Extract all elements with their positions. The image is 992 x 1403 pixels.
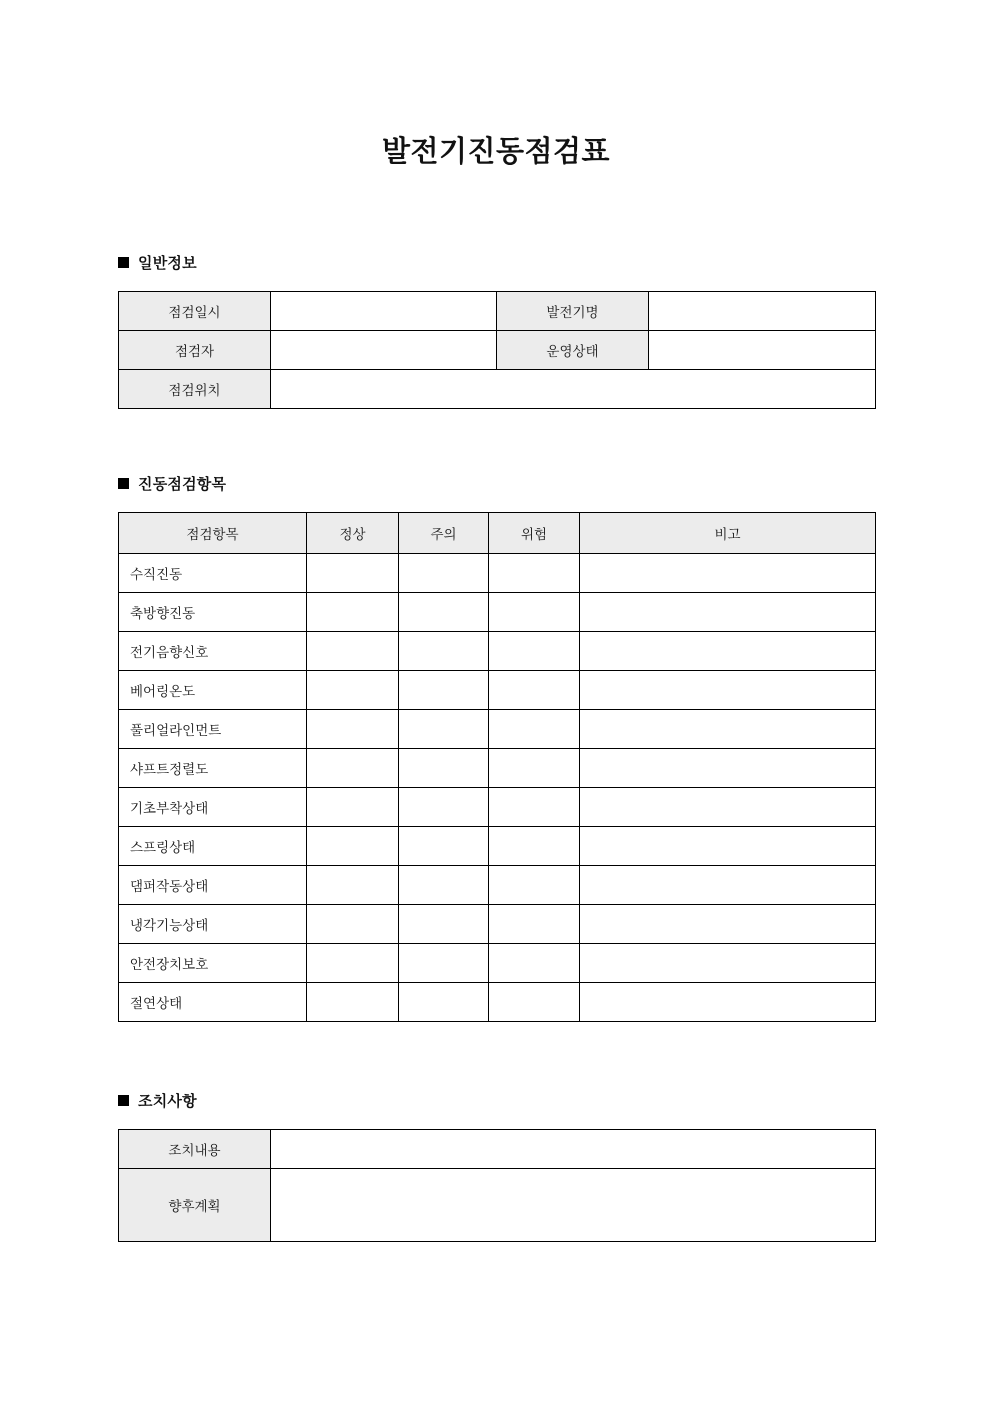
square-bullet-icon xyxy=(118,257,129,268)
table-row xyxy=(119,865,876,904)
table-row xyxy=(119,709,876,748)
section-heading-actions xyxy=(118,1090,875,1111)
table-row xyxy=(119,748,876,787)
remarks-cell[interactable] xyxy=(580,670,876,709)
checkbox-cell-caution[interactable] xyxy=(399,631,489,670)
label-inspection-location: 점검위치 xyxy=(119,369,271,408)
column-header-normal: 정상 xyxy=(307,512,399,553)
checkbox-cell-normal[interactable] xyxy=(307,709,399,748)
section-general-information xyxy=(118,252,875,409)
label-action-details: 조치내용 xyxy=(119,1129,271,1168)
inspection-item-label: 수직진동 xyxy=(119,553,307,592)
remarks-cell[interactable] xyxy=(580,904,876,943)
checkbox-cell-normal[interactable] xyxy=(307,631,399,670)
section-heading-inspection xyxy=(118,473,875,494)
checkbox-cell-caution[interactable] xyxy=(399,553,489,592)
checkbox-cell-normal[interactable] xyxy=(307,553,399,592)
checkbox-cell-caution[interactable] xyxy=(399,709,489,748)
inspection-item-label: 전기음향신호 xyxy=(119,631,307,670)
inspection-item-label: 냉각기능상태 xyxy=(119,904,307,943)
inspection-item-label: 풀리얼라인먼트 xyxy=(119,709,307,748)
checkbox-cell-danger[interactable] xyxy=(489,904,580,943)
section-action-items xyxy=(118,1090,875,1242)
section-heading-actions-label: 조치사항 xyxy=(138,1092,197,1110)
remarks-cell[interactable] xyxy=(580,631,876,670)
table-row xyxy=(119,553,876,592)
checkbox-cell-danger[interactable] xyxy=(489,943,580,982)
checkbox-cell-danger[interactable] xyxy=(489,709,580,748)
inspection-item-label: 절연상태 xyxy=(119,982,307,1021)
table-row xyxy=(119,291,876,330)
label-operating-status: 운영상태 xyxy=(497,330,649,369)
checkbox-cell-normal[interactable] xyxy=(307,904,399,943)
inspection-item-label: 댐퍼작동상태 xyxy=(119,865,307,904)
remarks-cell[interactable] xyxy=(580,865,876,904)
table-row xyxy=(119,904,876,943)
checkbox-cell-danger[interactable] xyxy=(489,787,580,826)
table-row xyxy=(119,1129,876,1168)
section-heading-general-label: 일반정보 xyxy=(138,254,197,272)
inspection-item-label: 기초부착상태 xyxy=(119,787,307,826)
table-row xyxy=(119,631,876,670)
remarks-cell[interactable] xyxy=(580,787,876,826)
section-heading-inspection-label: 진동점검항목 xyxy=(138,475,227,493)
checkbox-cell-caution[interactable] xyxy=(399,982,489,1021)
square-bullet-icon xyxy=(118,478,129,489)
field-inspector[interactable] xyxy=(271,330,497,369)
table-row xyxy=(119,982,876,1021)
checkbox-cell-normal[interactable] xyxy=(307,787,399,826)
table-row xyxy=(119,592,876,631)
table-row xyxy=(119,330,876,369)
column-header-caution: 주의 xyxy=(399,512,489,553)
page-title: 발전기진동점검표 xyxy=(381,136,611,168)
checkbox-cell-normal[interactable] xyxy=(307,826,399,865)
inspection-item-label: 스프링상태 xyxy=(119,826,307,865)
column-header-remarks: 비고 xyxy=(580,512,876,553)
table-row xyxy=(119,1168,876,1241)
label-generator-name: 발전기명 xyxy=(497,291,649,330)
remarks-cell[interactable] xyxy=(580,826,876,865)
table-row xyxy=(119,787,876,826)
checkbox-cell-caution[interactable] xyxy=(399,787,489,826)
remarks-cell[interactable] xyxy=(580,748,876,787)
checkbox-cell-caution[interactable] xyxy=(399,826,489,865)
remarks-cell[interactable] xyxy=(580,592,876,631)
field-generator-name[interactable] xyxy=(649,291,876,330)
checkbox-cell-danger[interactable] xyxy=(489,982,580,1021)
inspection-item-label: 축방향진동 xyxy=(119,592,307,631)
inspection-item-label: 샤프트정렬도 xyxy=(119,748,307,787)
remarks-cell[interactable] xyxy=(580,943,876,982)
checkbox-cell-danger[interactable] xyxy=(489,631,580,670)
checkbox-cell-normal[interactable] xyxy=(307,670,399,709)
checkbox-cell-caution[interactable] xyxy=(399,748,489,787)
label-inspector: 점검자 xyxy=(119,330,271,369)
checkbox-cell-normal[interactable] xyxy=(307,748,399,787)
action-items-table xyxy=(118,1129,876,1242)
checkbox-cell-caution[interactable] xyxy=(399,943,489,982)
checkbox-cell-caution[interactable] xyxy=(399,592,489,631)
checkbox-cell-normal[interactable] xyxy=(307,865,399,904)
section-heading-general xyxy=(118,252,875,273)
checkbox-cell-danger[interactable] xyxy=(489,748,580,787)
checkbox-cell-danger[interactable] xyxy=(489,553,580,592)
checkbox-cell-caution[interactable] xyxy=(399,904,489,943)
table-row xyxy=(119,943,876,982)
label-inspection-datetime: 점검일시 xyxy=(119,291,271,330)
checkbox-cell-danger[interactable] xyxy=(489,670,580,709)
checkbox-cell-danger[interactable] xyxy=(489,592,580,631)
inspection-item-label: 안전장치보호 xyxy=(119,943,307,982)
checkbox-cell-normal[interactable] xyxy=(307,982,399,1021)
remarks-cell[interactable] xyxy=(580,553,876,592)
table-row xyxy=(119,826,876,865)
table-header-row xyxy=(119,512,876,553)
vibration-inspection-table xyxy=(118,512,876,1022)
table-row xyxy=(119,670,876,709)
label-future-plan: 향후계획 xyxy=(119,1168,271,1241)
checkbox-cell-danger[interactable] xyxy=(489,865,580,904)
remarks-cell[interactable] xyxy=(580,709,876,748)
general-information-table xyxy=(118,291,876,409)
checkbox-cell-caution[interactable] xyxy=(399,670,489,709)
field-inspection-datetime[interactable] xyxy=(271,291,497,330)
field-inspection-location[interactable] xyxy=(271,369,876,408)
column-header-danger: 위험 xyxy=(489,512,580,553)
checkbox-cell-caution[interactable] xyxy=(399,865,489,904)
field-operating-status[interactable] xyxy=(649,330,876,369)
checkbox-cell-danger[interactable] xyxy=(489,826,580,865)
section-vibration-inspection-items xyxy=(118,473,875,1022)
table-row xyxy=(119,369,876,408)
column-header-item: 점검항목 xyxy=(119,512,307,553)
square-bullet-icon xyxy=(118,1095,129,1106)
checkbox-cell-normal[interactable] xyxy=(307,943,399,982)
remarks-cell[interactable] xyxy=(580,982,876,1021)
field-future-plan[interactable] xyxy=(271,1168,876,1241)
inspection-item-label: 베어링온도 xyxy=(119,670,307,709)
checkbox-cell-normal[interactable] xyxy=(307,592,399,631)
field-action-details[interactable] xyxy=(271,1129,876,1168)
